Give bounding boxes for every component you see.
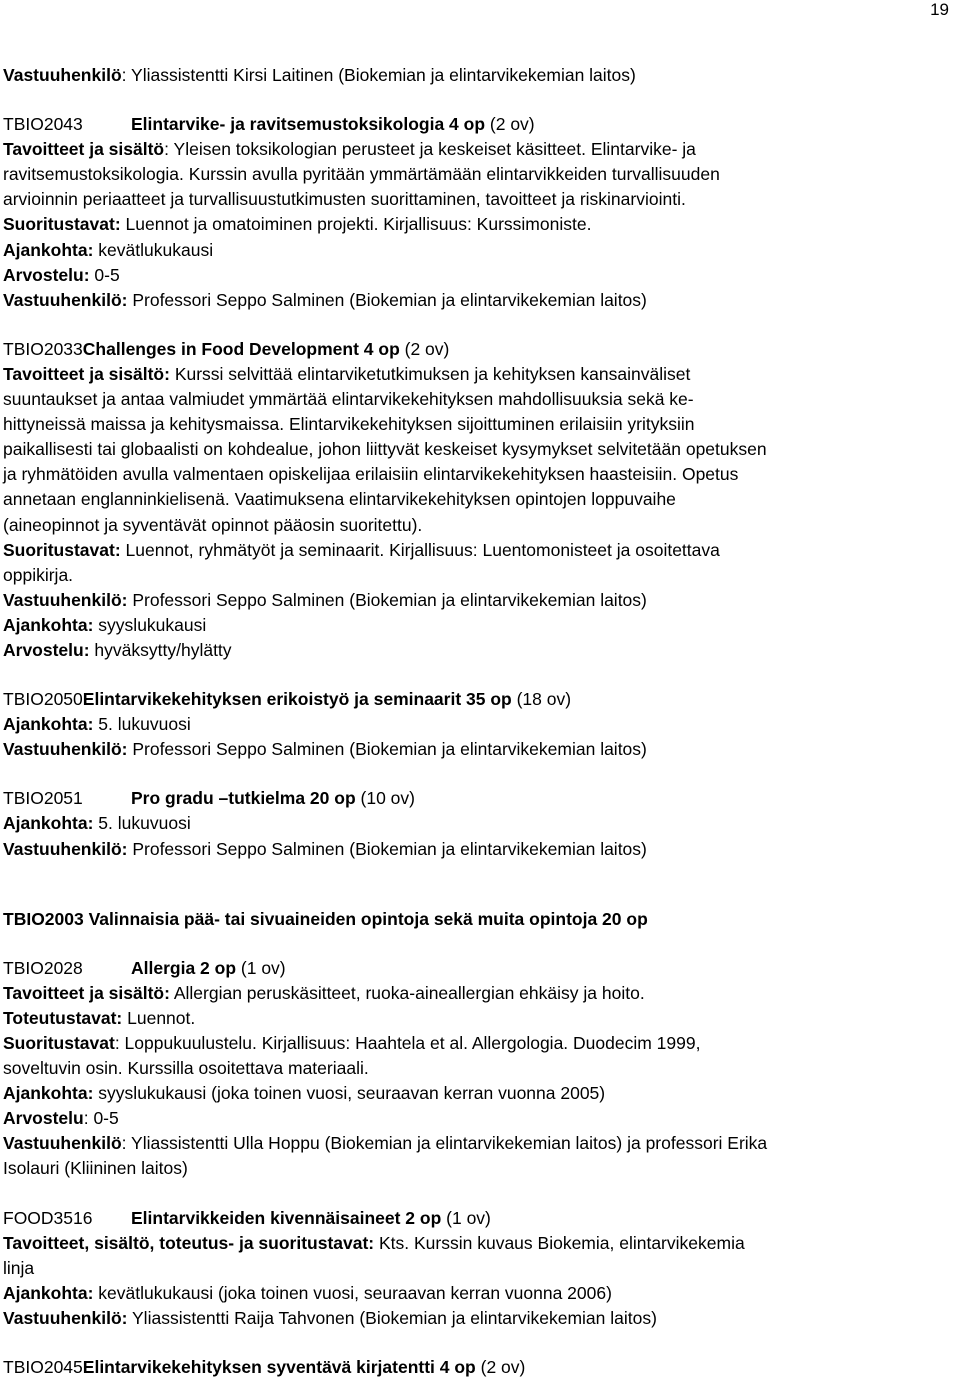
- course-code: TBIO2028: [3, 957, 83, 978]
- field-label: Tavoitteet, sisältö, toteutus- ja suoritustavat:: [3, 1232, 375, 1253]
- page-number: 19: [930, 0, 949, 19]
- field-text: Luennot, ryhmätyöt ja seminaarit. Kirjallisuus: Luentomonisteet ja osoitettava: [120, 539, 720, 560]
- field-text: (aineopinnot ja syventävät opinnot pääosin suoritettu).: [3, 514, 423, 535]
- course-title: Elintarvikkeiden kivennäisaineet 2 op: [131, 1207, 442, 1228]
- course-title: Elintarvike- ja ravitsemustoksikologia 4 op: [131, 114, 486, 135]
- field-text: oppikirja.: [3, 564, 74, 585]
- course-block-tbio2033: [3, 337, 960, 663]
- info-line: [3, 137, 960, 162]
- course-heading: [3, 786, 960, 811]
- info-line: [3, 837, 960, 862]
- info-line: [3, 613, 960, 638]
- field-label: Vastuuhenkilö:: [3, 289, 128, 310]
- course-heading: [3, 687, 960, 712]
- field-text: ja ryhmätöiden avulla valmentaen opiskelijaa erilaisiin elintarvikekehityksen haasteisiin. Opetus: [3, 464, 739, 485]
- field-text: suuntaukset ja antaa valmiudet ymmärtää elintarvikekehityksen mahdollisuuksia sekä ke-: [3, 389, 694, 410]
- course-block-tbio2028: [3, 956, 960, 1182]
- info-line: [3, 811, 960, 836]
- course-title: Elintarvikekehityksen syventävä kirjatentti 4 op: [82, 1357, 476, 1378]
- field-text: Isolauri (Kliininen laitos): [3, 1158, 188, 1179]
- info-line: [3, 1006, 960, 1031]
- field-text: : Yliassistentti Ulla Hoppu (Biokemian ja elintarvikekemian laitos) ja professori Erika: [121, 1133, 768, 1154]
- field-text: Kts. Kurssin kuvaus Biokemia, elintarvikekemia: [374, 1232, 745, 1253]
- info-line: [3, 1231, 960, 1256]
- field-label: Ajankohta:: [3, 813, 94, 834]
- field-text: Professori Seppo Salminen (Biokemian ja elintarvikekemian laitos): [127, 838, 647, 859]
- field-text: kevätlukukausi: [93, 239, 214, 260]
- field-label: Ajankohta:: [3, 1282, 94, 1303]
- field-text: : Loppukuulustelu. Kirjallisuus: Haahtela et al. Allergologia. Duodecim 1999,: [114, 1033, 701, 1053]
- info-line: [3, 263, 960, 288]
- field-label: Arvostelu:: [3, 639, 90, 660]
- field-label: Suoritustavat: [3, 1033, 115, 1053]
- field-text: syyslukukausi: [93, 614, 207, 635]
- field-text: hyväksytty/hylätty: [89, 639, 232, 660]
- field-text: arvioinnin periaatteet ja turvallisuustutkimusten suorittaminen, tavoitteet ja riskinarviointi.: [3, 189, 686, 210]
- info-line: [3, 1281, 960, 1306]
- info-line: [3, 538, 960, 563]
- info-line: [3, 63, 960, 88]
- field-text: : Yleisen toksikologian perusteet ja keskeiset käsitteet. Elintarvike- ja: [164, 139, 696, 160]
- field-text: syyslukukausi (joka toinen vuosi, seuraavan kerran vuonna 2005): [93, 1083, 606, 1104]
- info-line: [3, 737, 960, 762]
- course-heading: [3, 956, 960, 981]
- info-line: [3, 1106, 960, 1131]
- info-line: [3, 162, 960, 187]
- info-line: [3, 487, 960, 512]
- field-label: Suoritustavat:: [3, 539, 121, 560]
- field-text: : Yliassistentti Kirsi Laitinen (Biokemian ja elintarvikekemian laitos): [121, 65, 636, 85]
- field-text: Professori Seppo Salminen (Biokemian ja elintarvikekemian laitos): [127, 739, 647, 760]
- course-credits: (10 ov): [355, 788, 415, 809]
- course-title: Elintarvikekehityksen erikoistyö ja seminaarit 35 op: [82, 689, 512, 710]
- field-label: Ajankohta:: [3, 239, 94, 260]
- field-label: Ajankohta:: [3, 714, 94, 735]
- field-label: Arvostelu:: [3, 264, 90, 285]
- course-heading: [3, 337, 960, 362]
- info-line: [3, 212, 960, 237]
- course-title: Challenges in Food Development 4 op: [82, 338, 400, 359]
- info-line: [3, 1131, 960, 1156]
- info-line: [3, 712, 960, 737]
- course-block-tbio2050: [3, 687, 960, 762]
- course-block-tbio2043: [3, 112, 960, 313]
- field-label: Tavoitteet ja sisältö:: [3, 982, 170, 1003]
- info-line: [3, 1256, 960, 1281]
- course-block-responsible: [3, 63, 960, 88]
- field-text: Professori Seppo Salminen (Biokemian ja elintarvikekemian laitos): [127, 289, 647, 310]
- course-block-tbio2045: [3, 1355, 960, 1380]
- field-label: Vastuuhenkilö:: [3, 739, 128, 760]
- info-line: [3, 362, 960, 387]
- course-code: TBIO2045: [3, 1357, 83, 1378]
- course-credits: (1 ov): [441, 1207, 491, 1228]
- field-label: Arvostelu: [3, 1108, 84, 1129]
- course-block-food3516: [3, 1206, 960, 1331]
- field-text: paikallisesti tai globaalisti on kohdealue, johon liittyvät keskeiset kysymykset selvitetään opetuksen: [3, 439, 767, 460]
- course-code: TBIO2043: [3, 114, 83, 135]
- course-code: TBIO2033: [3, 338, 83, 359]
- course-title: Pro gradu –tutkielma 20 op: [131, 788, 356, 809]
- field-text: 5. lukuvuosi: [93, 813, 191, 834]
- info-line: [3, 187, 960, 212]
- course-credits: (2 ov): [485, 114, 535, 135]
- field-text: Allergian peruskäsitteet, ruoka-aineallergian ehkäisy ja hoito.: [169, 982, 645, 1003]
- field-label: Ajankohta:: [3, 1083, 94, 1104]
- course-code: TBIO2051: [3, 788, 83, 809]
- course-credits: (2 ov): [399, 338, 450, 359]
- field-text: linja: [3, 1257, 35, 1278]
- info-line: [3, 1056, 960, 1081]
- course-credits: (1 ov): [236, 957, 286, 978]
- course-heading: [3, 112, 960, 137]
- info-line: [3, 588, 960, 613]
- info-line: [3, 437, 960, 462]
- course-credits: (2 ov): [475, 1357, 526, 1378]
- field-label: Vastuuhenkilö:: [3, 589, 128, 610]
- info-line: [3, 412, 960, 437]
- field-text: Professori Seppo Salminen (Biokemian ja elintarvikekemian laitos): [127, 589, 647, 610]
- field-label: Vastuuhenkilö:: [3, 1307, 128, 1328]
- course-heading: [3, 1355, 960, 1380]
- field-text: 5. lukuvuosi: [93, 714, 191, 735]
- info-line: [3, 387, 960, 412]
- info-line: [3, 1156, 960, 1181]
- field-text: kevätlukukausi (joka toinen vuosi, seuraavan kerran vuonna 2006): [93, 1282, 612, 1303]
- info-line: [3, 462, 960, 487]
- info-line: [3, 981, 960, 1006]
- field-text: annetaan englanninkielisenä. Vaatimuksena elintarvikekehityksen opintojen loppuvaihe: [3, 489, 676, 510]
- field-label: Tavoitteet ja sisältö: [3, 139, 165, 160]
- field-text: ravitsemustoksikologia. Kurssin avulla pyritään ymmärtämään elintarvikkeiden turvallisuuden: [3, 164, 720, 185]
- field-label: Toteutustavat:: [3, 1007, 123, 1028]
- info-line: [3, 513, 960, 538]
- course-title: Allergia 2 op: [131, 957, 237, 978]
- document-body: [3, 63, 960, 1380]
- field-label: Vastuuhenkilö: [3, 65, 122, 85]
- info-line: [3, 563, 960, 588]
- field-label: Vastuuhenkilö:: [3, 838, 128, 859]
- course-code: TBIO2050: [3, 689, 83, 710]
- field-text: hittyneissä maissa ja kehitysmaissa. Elintarvikekehityksen sijoittuminen erilaisiin yrityksiin: [3, 414, 695, 435]
- field-text: 0-5: [89, 264, 120, 285]
- info-line: [3, 638, 960, 663]
- course-code: FOOD3516: [3, 1207, 93, 1228]
- course-heading: [3, 1206, 960, 1231]
- course-credits: (18 ov): [511, 689, 572, 710]
- field-text: Kurssi selvittää elintarviketutkimuksen ja kehityksen kansainväliset: [169, 363, 691, 384]
- info-line: [3, 1306, 960, 1331]
- info-line: [3, 288, 960, 313]
- field-text: Luennot.: [122, 1007, 196, 1028]
- course-block-tbio2051: [3, 786, 960, 861]
- field-label: Tavoitteet ja sisältö:: [3, 363, 170, 384]
- field-text: Yliassistentti Raija Tahvonen (Biokemian ja elintarvikekemian laitos): [127, 1307, 657, 1328]
- info-line: [3, 1081, 960, 1106]
- field-text: Luennot ja omatoiminen projekti. Kirjallisuus: Kurssimoniste.: [120, 214, 592, 235]
- field-text: : 0-5: [83, 1108, 119, 1129]
- field-label: Suoritustavat:: [3, 214, 121, 235]
- field-label: Ajankohta:: [3, 614, 94, 635]
- info-line: [3, 1031, 960, 1056]
- field-label: Vastuuhenkilö: [3, 1133, 122, 1154]
- field-text: soveltuvin osin. Kurssilla osoitettava materiaali.: [3, 1058, 369, 1079]
- section-heading: TBIO2003 Valinnaisia pää- tai sivuaineiden opintoja sekä muita opintoja 20 op: [3, 908, 648, 929]
- info-line: [3, 238, 960, 263]
